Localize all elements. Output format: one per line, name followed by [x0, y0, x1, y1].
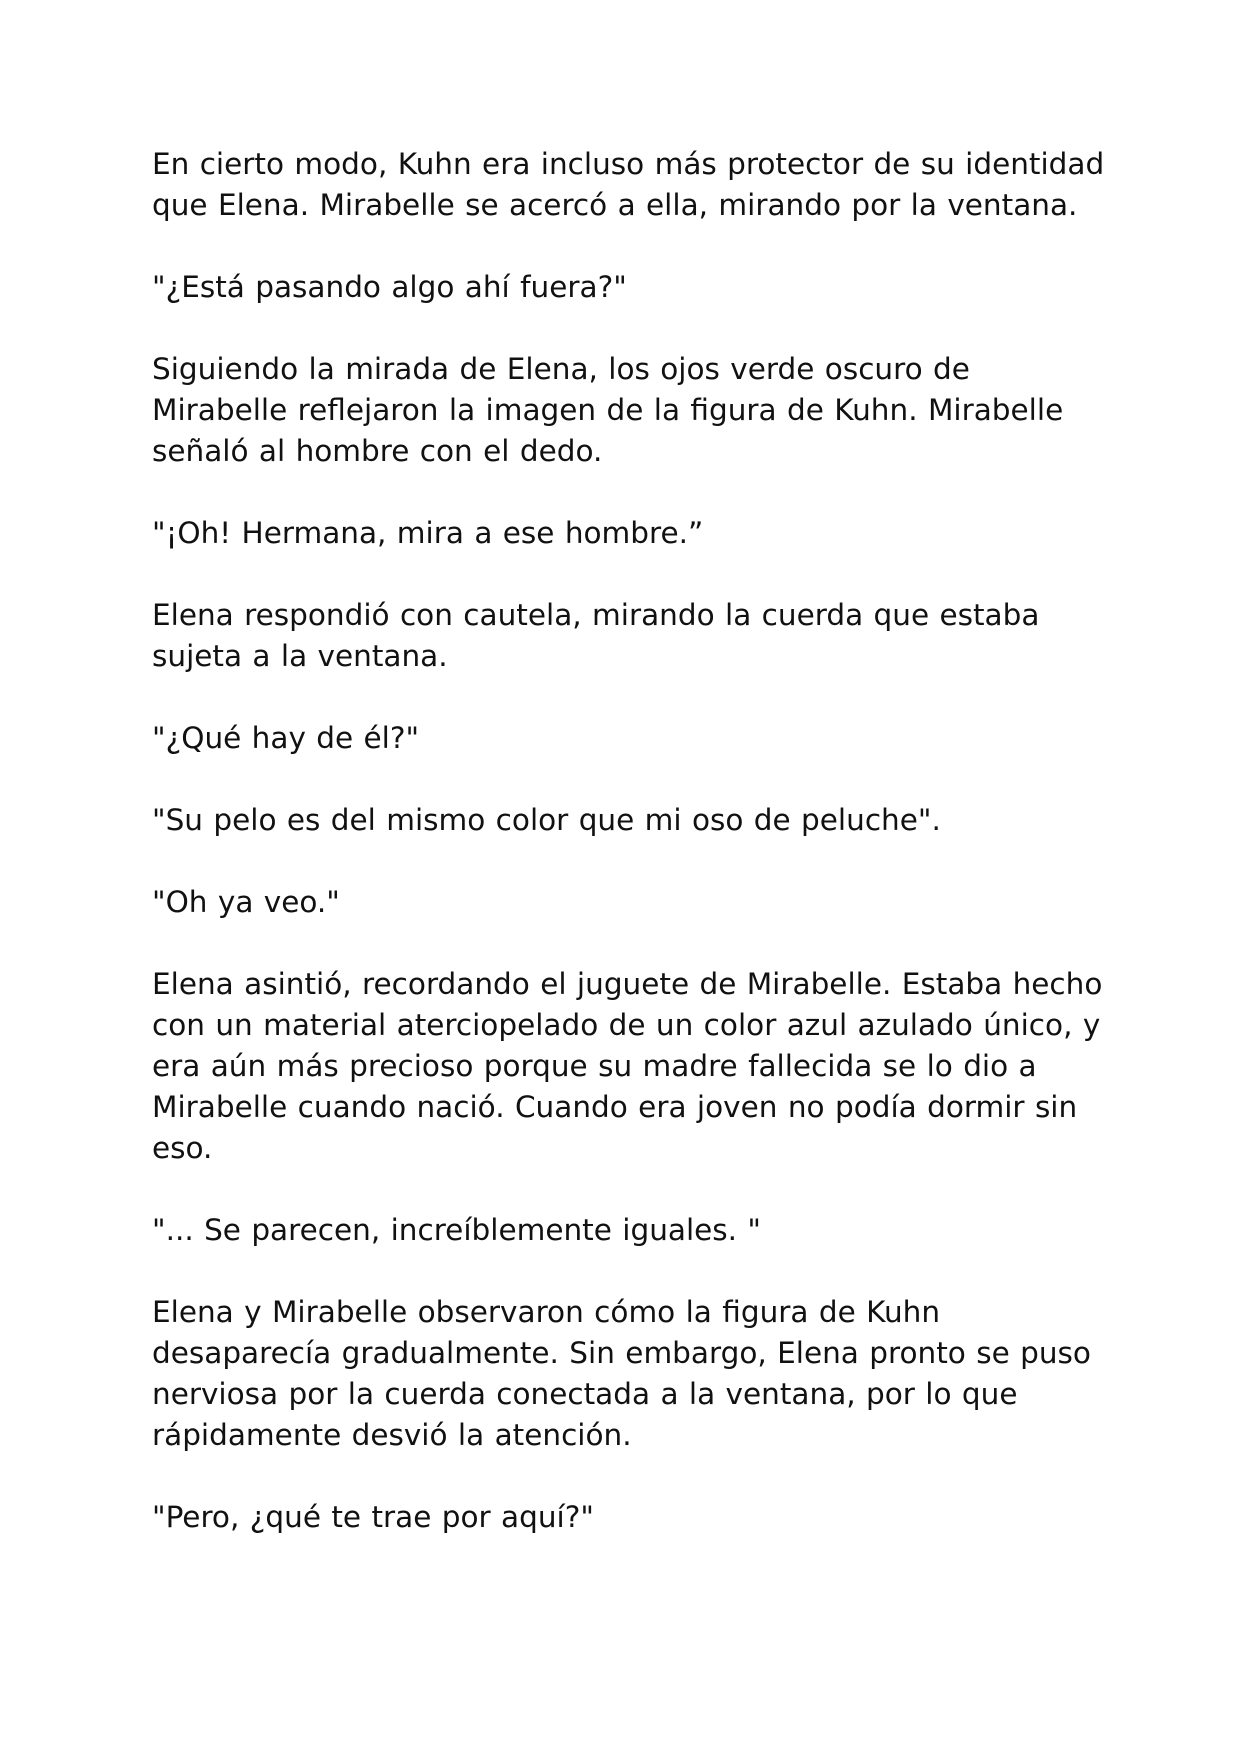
paragraph-10: "... Se parecen, increíblemente iguales. "	[152, 1213, 762, 1247]
paragraph-4: "¡Oh! Hermana, mira a ese hombre.”	[152, 516, 704, 550]
paragraph-3: Siguiendo la mirada de Elena, los ojos verde oscuro de Mirabelle reflejaron la imagen de la figura de Kuhn. Mirabelle señaló al hombre con el dedo.	[152, 352, 1064, 468]
paragraph-12: "Pero, ¿qué te trae por aquí?"	[152, 1500, 594, 1534]
paragraph-7: "Su pelo es del mismo color que mi oso de peluche".	[152, 803, 941, 837]
paragraph-6: "¿Qué hay de él?"	[152, 721, 420, 755]
paragraph-9: Elena asintió, recordando el juguete de Mirabelle. Estaba hecho con un material aterciopelado de un color azul azulado único, y era aún más precioso porque su madre fallecida se lo dio a Mirabelle cuando nació. Cuando era joven no podía dormir sin eso.	[152, 967, 1103, 1165]
paragraph-5: Elena respondió con cautela, mirando la cuerda que estaba sujeta a la ventana.	[152, 598, 1040, 673]
paragraph-8: "Oh ya veo."	[152, 885, 340, 919]
paragraph-11: Elena y Mirabelle observaron cómo la figura de Kuhn desaparecía gradualmente. Sin embargo, Elena pronto se puso nerviosa por la cuerda conectada a la ventana, por lo que rápidamente desvió la atención.	[152, 1295, 1091, 1452]
paragraph-1: En cierto modo, Kuhn era incluso más protector de su identidad que Elena. Mirabelle se acercó a ella, mirando por la ventana.	[152, 147, 1105, 222]
paragraph-2: "¿Está pasando algo ahí fuera?"	[152, 270, 627, 304]
